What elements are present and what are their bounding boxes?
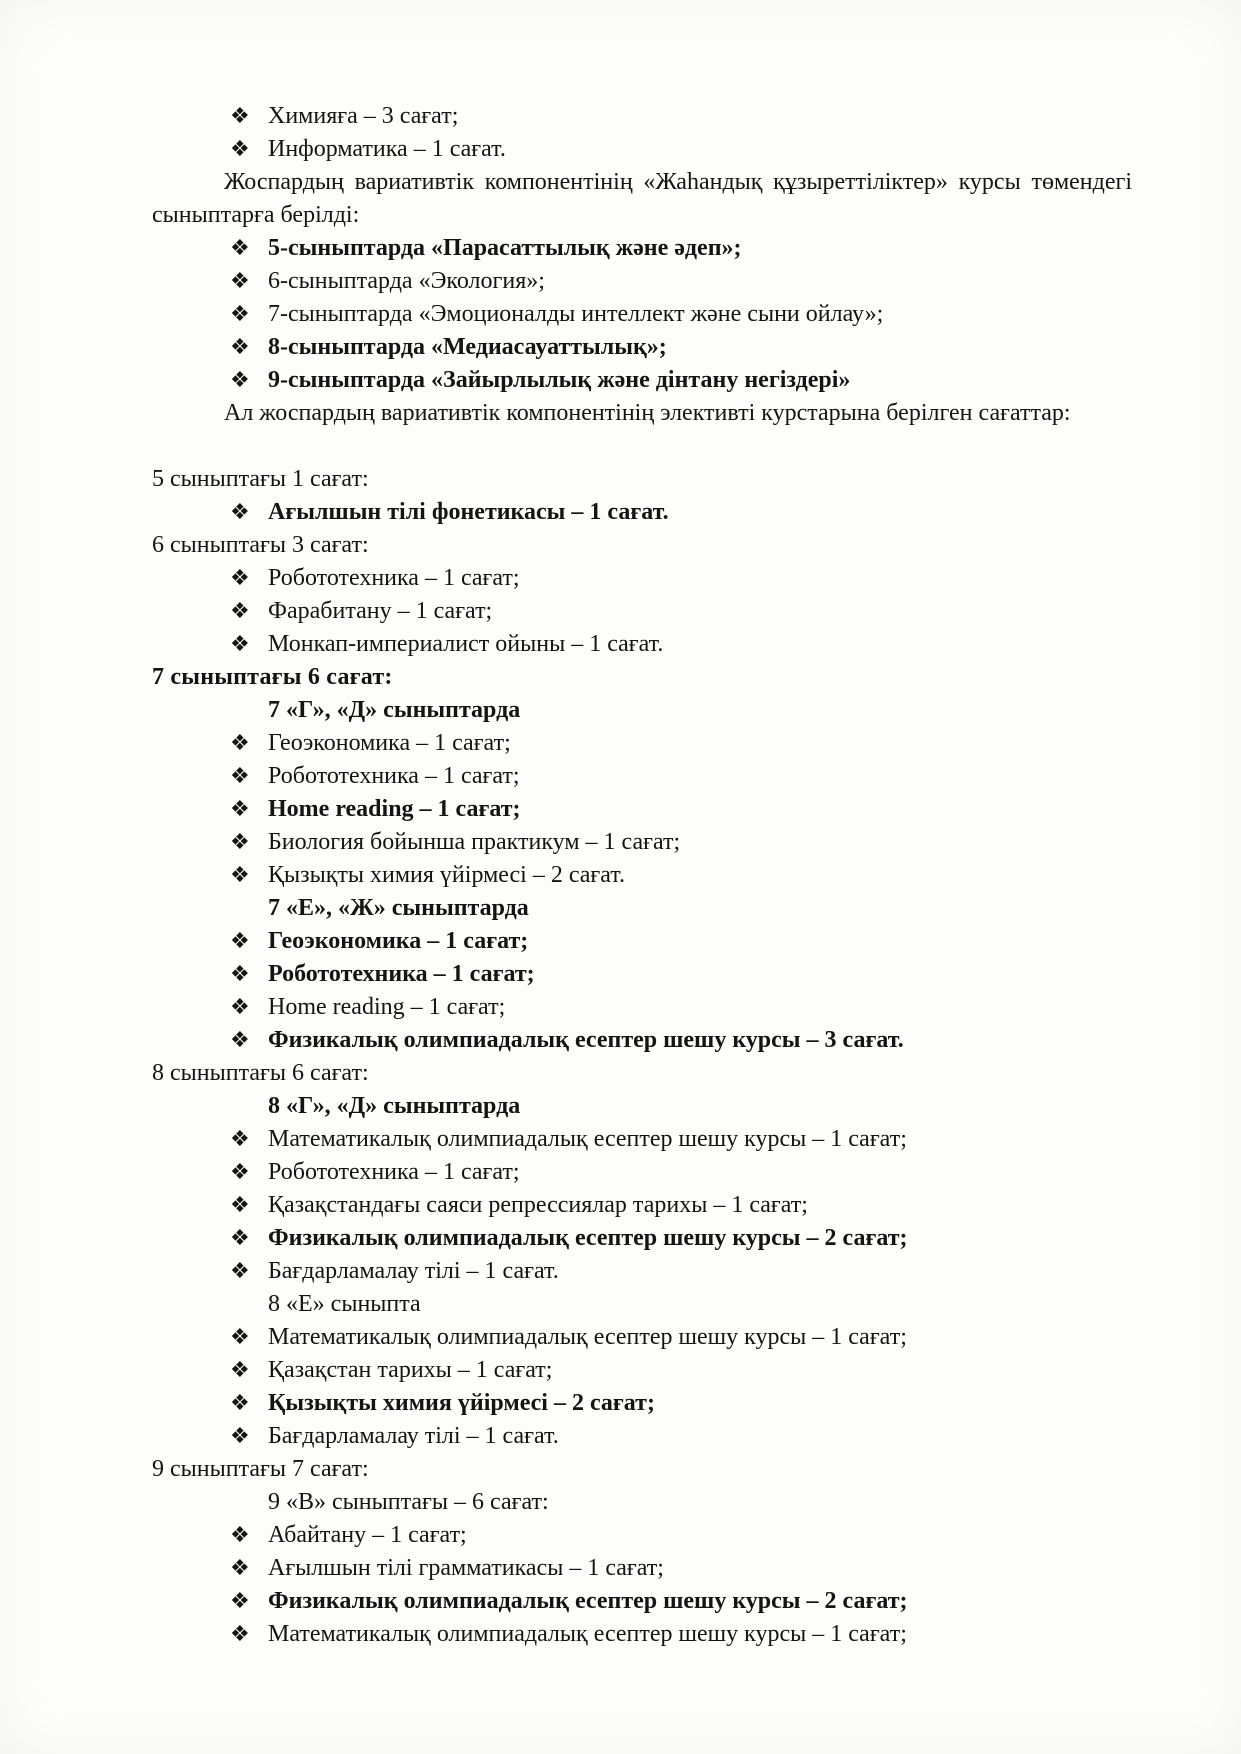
document-body — [152, 100, 1132, 1651]
bullet-icon: ❖ — [230, 863, 250, 888]
grade-5-heading: 5 сыныптағы 1 сағат: — [152, 466, 369, 492]
bullet-icon: ❖ — [230, 1391, 250, 1416]
bullet-icon: ❖ — [230, 1193, 250, 1218]
list-item: ❖ Қазақстандағы саяси репрессиялар тарихы – 1 сағат; — [152, 1189, 1132, 1222]
list-item: ❖ 7-сыныптарда «Эмоционалды интеллект және сыни ойлау»; — [152, 298, 1132, 331]
grade-6-heading: 6 сыныптағы 3 сағат: — [152, 532, 369, 558]
bullet-icon: ❖ — [230, 137, 250, 162]
bullet-icon: ❖ — [230, 1622, 250, 1647]
list-item: ❖ Ағылшын тілі грамматикасы – 1 сағат; — [152, 1552, 1132, 1585]
list-item: ❖ Геоэкономика – 1 сағат; — [152, 925, 1132, 958]
bullet-icon: ❖ — [230, 830, 250, 855]
list-item: ❖ Физикалық олимпиадалық есептер шешу курсы – 3 сағат. — [152, 1024, 1132, 1057]
grade-8-group-2-title: 8 «Е» сыныпта — [268, 1291, 421, 1317]
list-item: ❖ Геоэкономика – 1 сағат; — [152, 727, 1132, 760]
list-item: ❖ Қызықты химия үйірмесі – 2 сағат; — [152, 1387, 1132, 1420]
bullet-icon: ❖ — [230, 731, 250, 756]
grade-8-heading: 8 сыныптағы 6 сағат: — [152, 1060, 369, 1086]
grade-9-heading: 9 сыныптағы 7 сағат: — [152, 1456, 369, 1482]
bullet-icon: ❖ — [230, 929, 250, 954]
list-item: ❖ Бағдарламалау тілі – 1 сағат. — [152, 1420, 1132, 1453]
bullet-icon: ❖ — [230, 1160, 250, 1185]
list-item: ❖ Математикалық олимпиадалық есептер шешу курсы – 1 сағат; — [152, 1618, 1132, 1651]
bullet-icon: ❖ — [230, 1127, 250, 1152]
bullet-icon: ❖ — [230, 335, 250, 360]
bullet-icon: ❖ — [230, 962, 250, 987]
list-item: ❖ Биология бойынша практикум – 1 сағат; — [152, 826, 1132, 859]
bullet-icon: ❖ — [230, 368, 250, 393]
list-item: ❖ Ағылшын тілі фонетикасы – 1 сағат. — [152, 496, 1132, 529]
bullet-icon: ❖ — [230, 104, 250, 129]
list-item: ❖ Математикалық олимпиадалық есептер шешу курсы – 1 сағат; — [152, 1123, 1132, 1156]
list-item: ❖ Монкап-империалист ойыны – 1 сағат. — [152, 628, 1132, 661]
list-item: ❖ Информатика – 1 сағат. — [152, 133, 1132, 166]
bullet-icon: ❖ — [230, 1226, 250, 1251]
paragraph-elective-courses: Ал жоспардың вариативтік компонентінің элективті курстарына берілген сағаттар: — [224, 400, 1071, 426]
bullet-icon: ❖ — [230, 1523, 250, 1548]
list-item: ❖ Қызықты химия үйірмесі – 2 сағат. — [152, 859, 1132, 892]
grade-7-group-1-title: 7 «Г», «Д» сыныптарда — [268, 697, 521, 723]
grade-7-group-2-title: 7 «Е», «Ж» сыныптарда — [268, 895, 529, 921]
list-item: ❖ Робототехника – 1 сағат; — [152, 958, 1132, 991]
bullet-icon: ❖ — [230, 599, 250, 624]
list-item: ❖ Home reading – 1 сағат; — [152, 991, 1132, 1024]
bullet-icon: ❖ — [230, 1424, 250, 1449]
list-item: ❖ Физикалық олимпиадалық есептер шешу курсы – 2 сағат; — [152, 1222, 1132, 1255]
bullet-icon: ❖ — [230, 1358, 250, 1383]
list-item: ❖ Робототехника – 1 сағат; — [152, 760, 1132, 793]
list-item: ❖ Фарабитану – 1 сағат; — [152, 595, 1132, 628]
bullet-icon: ❖ — [230, 797, 250, 822]
list-item: ❖ Қазақстан тарихы – 1 сағат; — [152, 1354, 1132, 1387]
bullet-icon: ❖ — [230, 995, 250, 1020]
grade-9-group-1-title: 9 «В» сыныптағы – 6 сағат: — [268, 1489, 549, 1515]
list-item: ❖ 6-сыныптарда «Экология»; — [152, 265, 1132, 298]
bullet-icon: ❖ — [230, 566, 250, 591]
bullet-icon: ❖ — [230, 500, 250, 525]
bullet-icon: ❖ — [230, 1028, 250, 1053]
list-item: ❖ Абайтану – 1 сағат; — [152, 1519, 1132, 1552]
list-item: ❖ Химияға – 3 сағат; — [152, 100, 1132, 133]
list-item: ❖ Бағдарламалау тілі – 1 сағат. — [152, 1255, 1132, 1288]
bullet-icon: ❖ — [230, 302, 250, 327]
bullet-icon: ❖ — [230, 236, 250, 261]
list-item: ❖ Физикалық олимпиадалық есептер шешу курсы – 2 сағат; — [152, 1585, 1132, 1618]
list-item: ❖ 5-сыныптарда «Парасаттылық және әдеп»; — [152, 232, 1132, 265]
bullet-icon: ❖ — [230, 1589, 250, 1614]
list-item: ❖ Home reading – 1 сағат; — [152, 793, 1132, 826]
bullet-icon: ❖ — [230, 1259, 250, 1284]
bullet-icon: ❖ — [230, 269, 250, 294]
bullet-icon: ❖ — [230, 1556, 250, 1581]
list-item: ❖ Математикалық олимпиадалық есептер шешу курсы – 1 сағат; — [152, 1321, 1132, 1354]
bullet-icon: ❖ — [230, 632, 250, 657]
grade-8-group-1-title: 8 «Г», «Д» сыныптарда — [268, 1093, 521, 1119]
bullet-icon: ❖ — [230, 1325, 250, 1350]
list-item: ❖ Робототехника – 1 сағат; — [152, 1156, 1132, 1189]
list-item: ❖ 9-сыныптарда «Зайырлылық және дінтану негіздері» — [152, 364, 1132, 397]
grade-7-heading: 7 сыныптағы 6 сағат: — [152, 664, 393, 690]
paragraph-global-competencies: Жоспардың вариативтік компонентінің «Жаһандық құзыреттіліктер» курсы төмендегі сыныптарға берілді: — [152, 169, 1132, 228]
list-item: ❖ Робототехника – 1 сағат; — [152, 562, 1132, 595]
bullet-icon: ❖ — [230, 764, 250, 789]
list-item: ❖ 8-сыныптарда «Медиасауаттылық»; — [152, 331, 1132, 364]
